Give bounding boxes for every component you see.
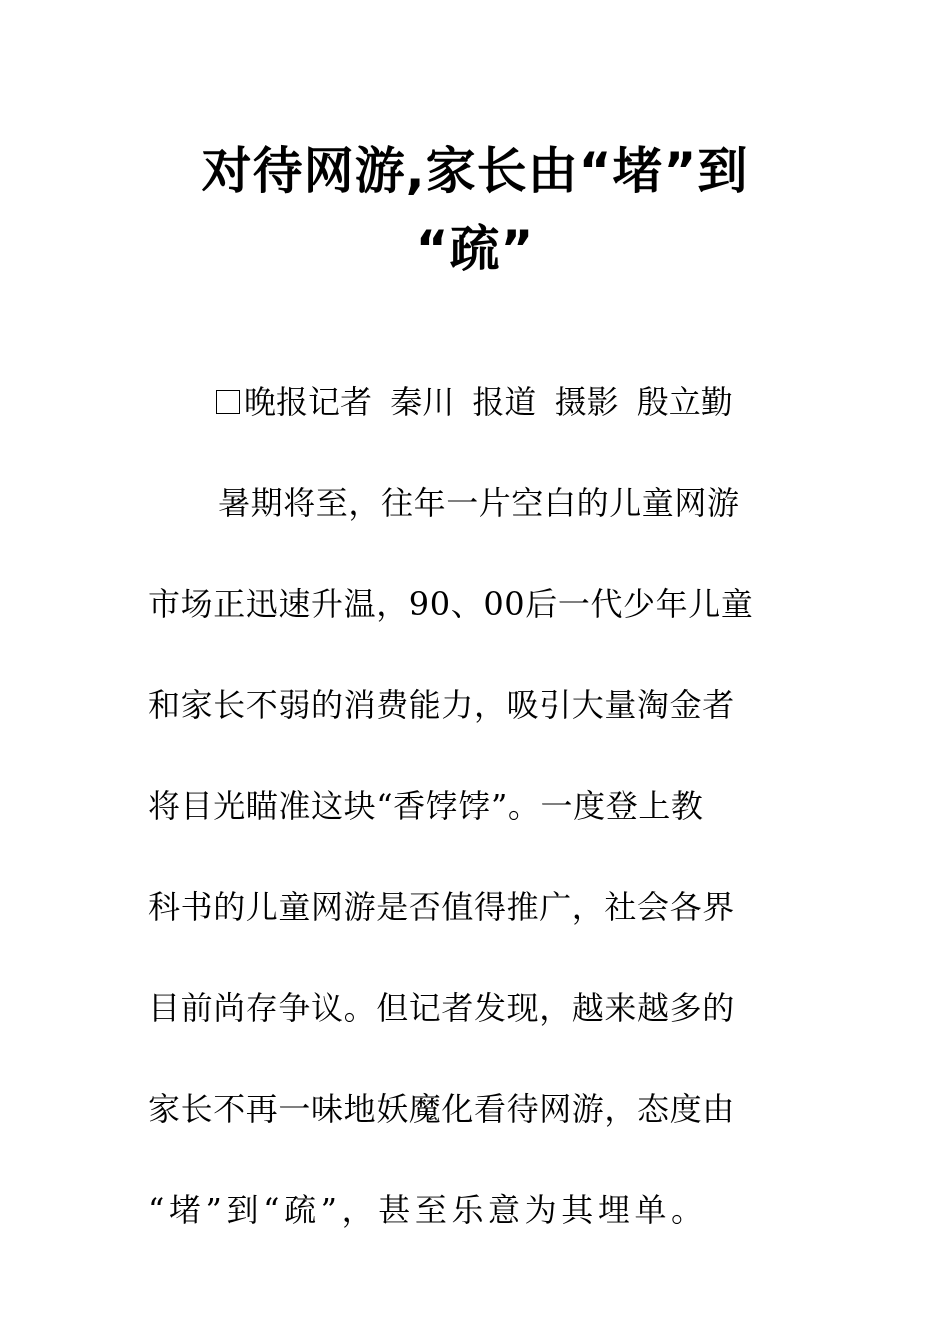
byline-photo-label: 摄影 — [554, 383, 619, 421]
paragraph-line: 科书的儿童网游是否值得推广，社会各界 — [148, 888, 735, 926]
byline-reporter-label: 晚报记者 — [244, 383, 373, 421]
byline-report-label: 报道 — [472, 383, 537, 421]
article-title — [140, 132, 810, 288]
square-box-icon — [216, 390, 240, 414]
paragraph-line: 家长不再一味地妖魔化看待网游，态度由 — [148, 1090, 735, 1128]
paragraph-line: “堵”到“疏”，甚至乐意为其埋单。 — [148, 1191, 708, 1229]
byline-photographer: 殷立勤 — [636, 383, 733, 421]
byline — [216, 378, 816, 426]
title-line-2: “疏” — [415, 220, 535, 278]
paragraph-line: 和家长不弱的消费能力，吸引大量淘金者 — [148, 686, 735, 724]
paragraph-line: 市场正迅速升温，90、00后一代少年儿童 — [148, 585, 754, 623]
paragraph-line: 目前尚存争议。但记者发现，越来越多的 — [148, 989, 735, 1027]
paragraph-line: 暑期将至，往年一片空白的儿童网游 — [218, 484, 740, 522]
byline-reporter-name: 秦川 — [390, 383, 455, 421]
paragraph-line: 将目光瞄准这块“香饽饽”。一度登上教 — [148, 787, 704, 825]
title-line-1: 对待网游,家长由“堵”到 — [201, 142, 749, 200]
article-paragraph — [148, 475, 808, 1283]
